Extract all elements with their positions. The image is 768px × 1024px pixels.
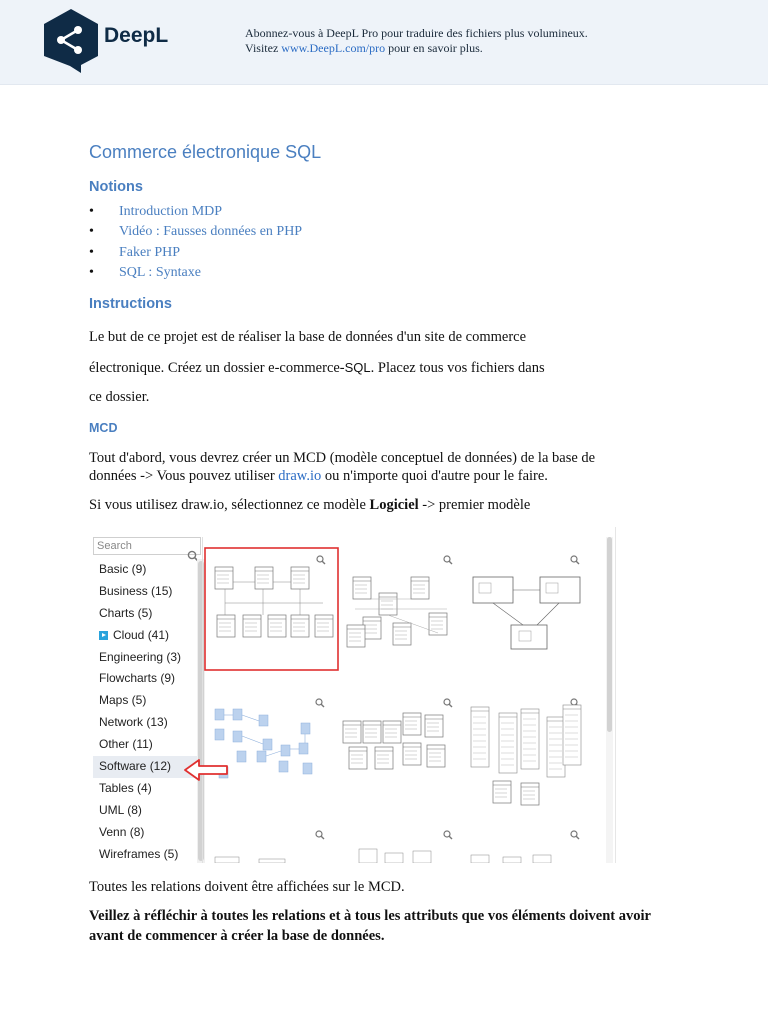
template-category-list [93, 559, 197, 863]
mcd-paragraph-2 [89, 496, 530, 515]
relations-paragraph: Toutes les relations doivent être affichées sur le MCD. [89, 879, 405, 895]
banner-message [245, 26, 588, 56]
template-thumbnail-6[interactable] [471, 699, 581, 805]
notion-link-video-php[interactable]: Vidéo : Fausses données en PHP [119, 224, 303, 240]
instructions-line-2 [89, 358, 545, 378]
mcd-line-2-end: ou n'importe quoi d'autre pour le faire. [321, 468, 548, 484]
notion-link-faker-php[interactable]: Faker PHP [119, 244, 181, 260]
notion-link-sql-syntaxe[interactable]: SQL : Syntaxe [119, 265, 201, 281]
mcd-para-2-end: -> premier modèle [418, 497, 531, 513]
category-charts[interactable]: Charts (5) [99, 605, 153, 620]
drawio-link[interactable]: draw.io [278, 468, 322, 484]
template-thumbnail-er-diagram[interactable] [215, 556, 333, 637]
red-arrow-icon [183, 758, 229, 782]
list-item [89, 202, 302, 222]
thumbnails-scrollbar[interactable] [606, 537, 613, 863]
instructions-line-2-end: . Placez tous vos fichiers dans [370, 360, 545, 376]
category-tables[interactable]: Tables (4) [99, 780, 152, 795]
category-cloud-label: Cloud (41) [113, 627, 170, 642]
mcd-para-2-start: Si vous utilisez draw.io, sélectionnez ce modèle [89, 497, 370, 513]
template-thumbnail-5[interactable] [343, 699, 452, 769]
logiciel-bold: Logiciel [369, 497, 419, 513]
template-search-input[interactable]: Search [93, 537, 201, 555]
list-item [89, 243, 302, 263]
deepl-pro-link[interactable]: www.DeepL.com/pro [281, 41, 386, 55]
mcd-heading: MCD [89, 421, 118, 435]
drawio-template-screenshot [89, 527, 616, 863]
deepl-banner [0, 0, 768, 85]
category-network[interactable]: Network (13) [99, 715, 168, 730]
notion-link-intro-mdp[interactable]: Introduction MDP [119, 204, 223, 219]
expand-arrow-icon[interactable] [99, 631, 108, 640]
instructions-heading: Instructions [89, 296, 172, 312]
deepl-logo-icon [44, 9, 98, 73]
page-title: Commerce électronique SQL [89, 142, 322, 162]
notions-list [89, 202, 302, 284]
template-sidebar [93, 537, 205, 863]
banner-line-1: Abonnez-vous à DeepL Pro pour traduire des fichiers plus volumineux. [245, 26, 588, 40]
category-engineering[interactable]: Engineering (3) [99, 649, 182, 664]
category-business[interactable]: Business (15) [99, 583, 173, 598]
template-thumbnails [203, 537, 606, 863]
mcd-line-2-start: données -> Vous pouvez utiliser [89, 468, 279, 484]
template-thumbnail-3[interactable] [473, 556, 580, 649]
instructions-line-3: ce dossier. [89, 389, 150, 405]
category-uml[interactable]: UML (8) [99, 802, 142, 817]
thumbnails-scroll-thumb[interactable] [607, 537, 612, 732]
category-wireframes[interactable]: Wireframes (5) [99, 846, 179, 861]
sql-folder-suffix: SQL [344, 360, 371, 375]
banner-line-2-suffix: pour en savoir plus. [385, 41, 483, 55]
category-flowcharts[interactable]: Flowcharts (9) [99, 671, 176, 686]
template-thumbnail-2[interactable] [347, 556, 452, 647]
mcd-paragraph-line-1: Tout d'abord, vous devrez créer un MCD (modèle conceptuel de données) de la base de [89, 450, 596, 466]
deepl-logo-text: DeepL [104, 24, 169, 47]
template-thumbnail-row-3[interactable] [215, 831, 579, 863]
mcd-paragraph-line-2 [89, 467, 548, 486]
category-other[interactable]: Other (11) [99, 737, 153, 752]
category-software[interactable]: Software (12) [93, 756, 197, 778]
important-note: Veillez à réfléchir à toutes les relations et à tous les attributs que vos éléments doivent avoir avant de commencer à créer la base de données. [89, 908, 651, 944]
instructions-line-1: Le but de ce projet est de réaliser la base de données d'un site de commerce [89, 329, 527, 345]
list-item [89, 263, 302, 283]
template-thumbnail-4[interactable] [215, 699, 324, 778]
category-cloud[interactable] [93, 625, 197, 647]
category-basic[interactable]: Basic (9) [99, 562, 147, 576]
instructions-line-2-start: électronique. Créez un dossier e-commerce- [89, 360, 345, 376]
list-item [89, 222, 302, 242]
category-venn[interactable]: Venn (8) [99, 824, 145, 839]
notions-heading: Notions [89, 179, 143, 195]
banner-line-2 [245, 41, 588, 56]
banner-line-2-prefix: Visitez [245, 41, 282, 55]
category-maps[interactable]: Maps (5) [99, 693, 147, 708]
